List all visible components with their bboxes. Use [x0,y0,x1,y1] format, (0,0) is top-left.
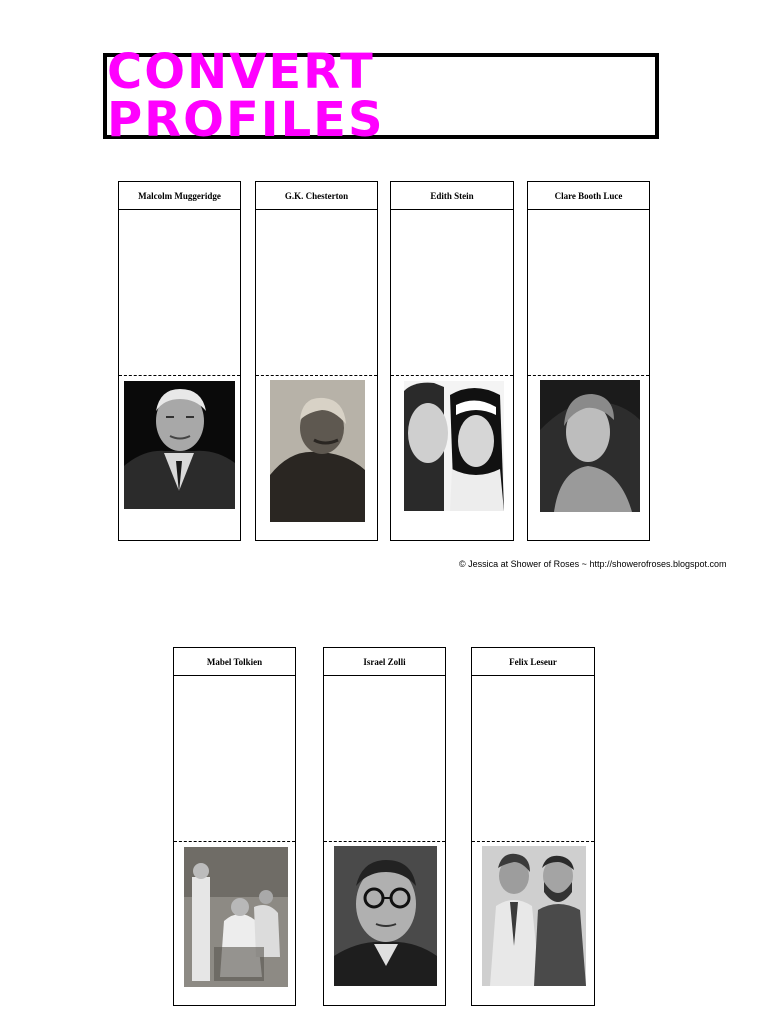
profile-card-7 [471,647,595,1006]
fold-line [528,375,649,376]
fold-line [391,375,513,376]
profile-card-6 [323,647,446,1006]
portrait-photo-malcolm-muggeridge [124,381,235,509]
profile-card-1 [118,181,241,541]
card-name-label: Edith Stein [391,182,513,210]
card-name-label: G.K. Chesterton [256,182,377,210]
family-photo-mabel-tolkien [184,847,288,987]
portrait-photo-gk-chesterton [270,380,365,522]
writing-area [391,210,513,375]
fold-line [472,841,594,842]
couple-photo-felix-leseur [482,846,586,986]
writing-area [119,210,240,375]
writing-area [256,210,377,375]
card-name-label: Israel Zolli [324,648,445,676]
copyright-credit: © Jessica at Shower of Roses ~ http://showerofroses.blogspot.com [459,559,727,569]
page-title: CONVERT PROFILES [107,44,385,148]
card-name-label: Felix Leseur [472,648,594,676]
fold-line [119,375,240,376]
fold-line [256,375,377,376]
writing-area [324,676,445,840]
profile-card-5 [173,647,296,1006]
card-name-label: Malcolm Muggeridge [119,182,240,210]
profile-card-3 [390,181,514,541]
card-name-label: Mabel Tolkien [174,648,295,676]
profile-card-2 [255,181,378,541]
title-banner [103,44,659,148]
portrait-photo-clare-booth-luce [540,380,640,512]
profile-card-4 [527,181,650,541]
fold-line [324,841,445,842]
portrait-photo-edith-stein [404,381,504,511]
card-name-label: Clare Booth Luce [528,182,649,210]
writing-area [174,676,295,840]
fold-line [174,841,295,842]
writing-area [528,210,649,375]
portrait-photo-israel-zolli [334,846,437,986]
writing-area [472,676,594,840]
